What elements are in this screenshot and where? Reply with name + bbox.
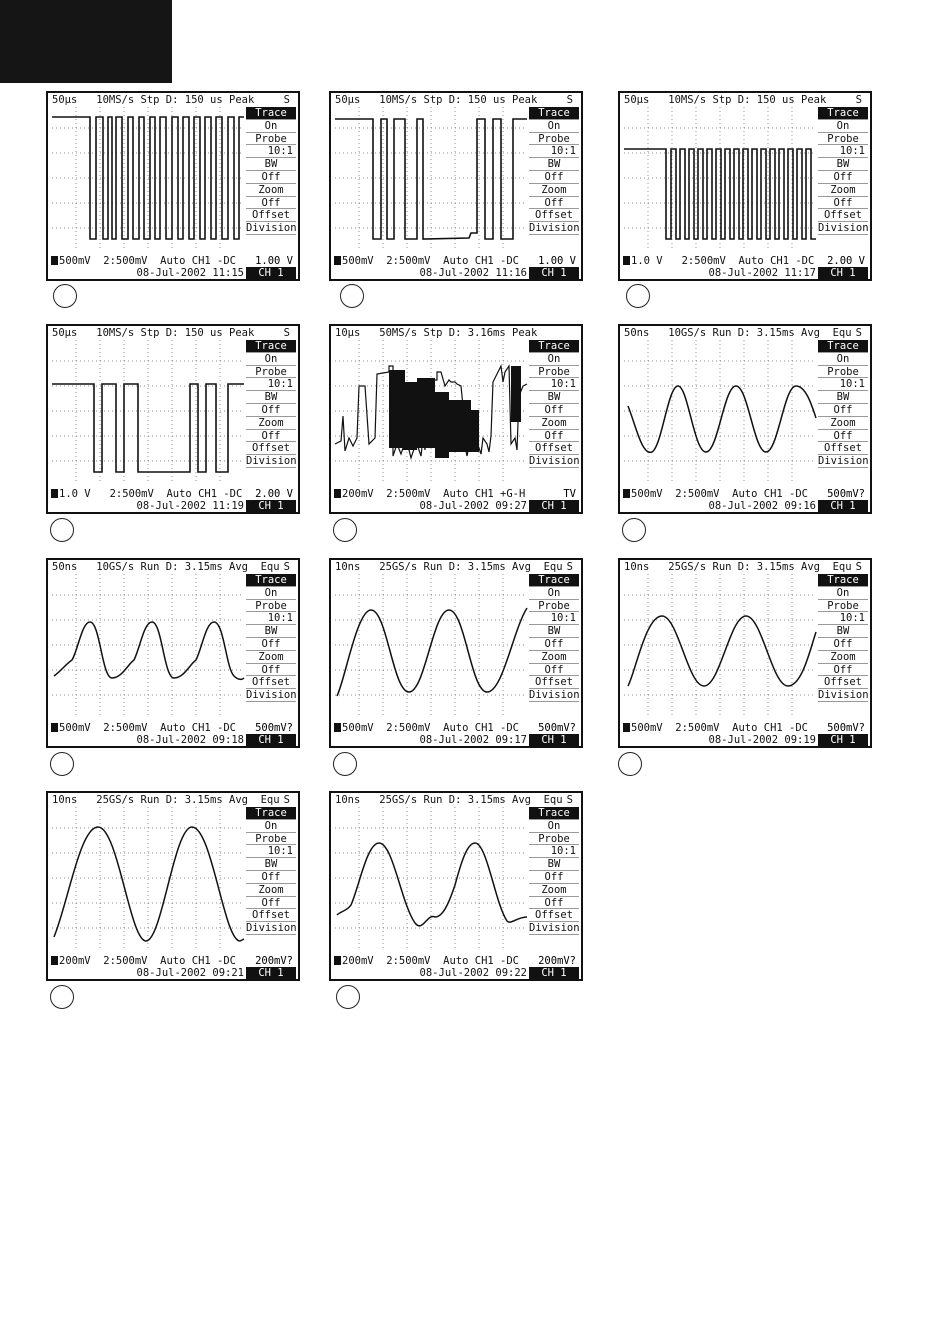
menu-zoom-value: Off: [818, 664, 868, 677]
menu-trace[interactable]: Trace: [818, 107, 868, 120]
menu-offset[interactable]: Offset: [246, 442, 296, 455]
menu-trace-value: On: [246, 353, 296, 366]
channel-button[interactable]: CH 1: [529, 734, 579, 746]
menu-trace-value: On: [818, 587, 868, 600]
menu-probe-value: 10:1: [246, 145, 296, 158]
channel-marker-icon: [623, 489, 630, 498]
menu-offset-value: Division: [529, 222, 580, 235]
scope-status-line: [623, 488, 818, 500]
scope-status-line: [623, 722, 818, 734]
figure-number-circle: [50, 752, 74, 776]
scope-screen-9: [618, 558, 872, 748]
scope-s-indicator: S: [855, 94, 862, 106]
scope-unit: 500mV?: [827, 722, 865, 734]
scope-unit: 2.00 V: [255, 488, 293, 500]
scope-status-line: [334, 955, 529, 967]
scope-date: 08-Jul-2002 11:17: [708, 267, 816, 279]
menu-bw-value: Off: [246, 871, 296, 884]
scope-menu: [246, 107, 296, 244]
menu-bw-value: Off: [818, 638, 868, 651]
figure-number-circle: [53, 284, 77, 308]
figure-number-circle: [340, 284, 364, 308]
corner-block: [0, 0, 172, 83]
scope-header-text: 50µs 10MS/s Stp D: 150 us Peak: [52, 94, 255, 106]
scope-settings: 500mV 2:500mV Auto CH1 -DC: [342, 255, 520, 267]
menu-bw[interactable]: BW: [246, 158, 296, 171]
channel-button[interactable]: CH 1: [246, 267, 296, 279]
scope-unit: 2.00 V: [827, 255, 865, 267]
menu-offset-value: Division: [246, 689, 297, 702]
scope-status-line: [334, 722, 529, 734]
scope-settings: 200mV 2:500mV Auto CH1 -DC: [342, 955, 520, 967]
menu-offset-value: Division: [529, 922, 580, 935]
scope-screen-11: [329, 791, 583, 981]
menu-trace-value: On: [818, 353, 868, 366]
scope-status-line: [51, 255, 246, 267]
scope-unit: 200mV?: [538, 955, 576, 967]
menu-trace-value: On: [246, 120, 296, 133]
menu-probe[interactable]: Probe: [246, 600, 296, 613]
scope-date: 08-Jul-2002 11:16: [419, 267, 527, 279]
scope-date: 08-Jul-2002 09:21: [136, 967, 244, 979]
channel-button[interactable]: CH 1: [818, 734, 868, 746]
menu-bw[interactable]: BW: [818, 158, 868, 171]
menu-probe[interactable]: Probe: [529, 133, 579, 146]
figure-number-circle: [50, 518, 74, 542]
scope-menu: [529, 107, 579, 244]
menu-offset[interactable]: Offset: [246, 676, 296, 689]
channel-marker-icon: [334, 956, 341, 965]
channel-marker-icon: [51, 956, 58, 965]
menu-zoom[interactable]: Zoom: [818, 184, 868, 197]
menu-bw-value: Off: [529, 171, 579, 184]
menu-bw-value: Off: [529, 404, 579, 417]
scope-header: [335, 794, 573, 807]
scope-s-indicator: S: [566, 794, 573, 806]
scope-menu: [246, 340, 296, 477]
menu-offset[interactable]: Offset: [818, 676, 868, 689]
channel-marker-icon: [51, 256, 58, 265]
scope-menu: [529, 807, 579, 944]
scope-screen-3: [618, 91, 872, 281]
scope-screen-4: [46, 324, 300, 514]
scope-menu: [818, 107, 868, 244]
menu-zoom-value: Off: [529, 430, 579, 443]
menu-offset[interactable]: Offset: [246, 209, 296, 222]
scope-status-line: [623, 255, 818, 267]
menu-bw-value: Off: [246, 638, 296, 651]
menu-trace-value: On: [529, 587, 579, 600]
menu-zoom-value: Off: [529, 664, 579, 677]
scope-header: [52, 327, 290, 340]
menu-bw-value: Off: [818, 171, 868, 184]
scope-header: [52, 794, 290, 807]
scope-unit: 500mV?: [538, 722, 576, 734]
menu-offset-value: Division: [529, 689, 580, 702]
menu-zoom-value: Off: [246, 430, 296, 443]
menu-probe[interactable]: Probe: [246, 833, 296, 846]
figure-number-circle: [333, 518, 357, 542]
menu-zoom[interactable]: Zoom: [246, 417, 296, 430]
menu-trace[interactable]: Trace: [529, 807, 579, 820]
menu-trace-value: On: [818, 120, 868, 133]
menu-bw[interactable]: BW: [818, 391, 868, 404]
menu-offset[interactable]: Offset: [818, 209, 868, 222]
menu-offset-value: Division: [818, 455, 869, 468]
menu-probe[interactable]: Probe: [246, 133, 296, 146]
menu-zoom-value: Off: [246, 197, 296, 210]
menu-bw[interactable]: BW: [818, 625, 868, 638]
menu-zoom[interactable]: Zoom: [818, 651, 868, 664]
menu-probe-value: 10:1: [529, 378, 579, 391]
channel-button[interactable]: CH 1: [529, 267, 579, 279]
channel-button[interactable]: CH 1: [529, 500, 579, 512]
menu-bw[interactable]: BW: [529, 625, 579, 638]
menu-trace[interactable]: Trace: [818, 574, 868, 587]
channel-button[interactable]: CH 1: [818, 500, 868, 512]
menu-bw-value: Off: [529, 638, 579, 651]
menu-trace[interactable]: Trace: [246, 807, 296, 820]
channel-button[interactable]: CH 1: [246, 734, 296, 746]
scope-s-indicator: S: [283, 94, 290, 106]
menu-probe[interactable]: Probe: [246, 366, 296, 379]
scope-menu: [246, 807, 296, 944]
scope-menu: [529, 340, 579, 477]
scope-header-text: 50µs 10MS/s Stp D: 150 us Peak: [335, 94, 538, 106]
scope-s-indicator: S: [283, 794, 290, 806]
scope-header-text: 50ns 10GS/s Run D: 3.15ms Avg Equ: [52, 561, 280, 573]
menu-offset-value: Division: [529, 455, 580, 468]
menu-bw[interactable]: BW: [529, 858, 579, 871]
scope-date: 08-Jul-2002 11:19: [136, 500, 244, 512]
menu-probe-value: 10:1: [529, 845, 579, 858]
menu-bw[interactable]: BW: [529, 391, 579, 404]
scope-status-line: [334, 255, 529, 267]
menu-zoom-value: Off: [818, 197, 868, 210]
menu-zoom[interactable]: Zoom: [529, 884, 579, 897]
menu-trace-value: On: [529, 820, 579, 833]
scope-header: [335, 561, 573, 574]
menu-offset-value: Division: [818, 222, 869, 235]
scope-menu: [818, 574, 868, 711]
scope-screen-10: [46, 791, 300, 981]
scope-header-text: 50µs 10MS/s Stp D: 150 us Peak: [52, 327, 255, 339]
scope-date: 08-Jul-2002 09:22: [419, 967, 527, 979]
menu-trace[interactable]: Trace: [246, 340, 296, 353]
menu-probe-value: 10:1: [246, 378, 296, 391]
menu-zoom[interactable]: Zoom: [246, 184, 296, 197]
scope-settings: 500mV 2:500mV Auto CH1 -DC: [631, 488, 809, 500]
scope-date: 08-Jul-2002 09:16: [708, 500, 816, 512]
figure-number-circle: [336, 985, 360, 1009]
menu-bw[interactable]: BW: [246, 858, 296, 871]
scope-header: [624, 561, 862, 574]
figure-number-circle: [618, 752, 642, 776]
menu-trace[interactable]: Trace: [818, 340, 868, 353]
menu-probe[interactable]: Probe: [529, 833, 579, 846]
menu-probe-value: 10:1: [818, 612, 868, 625]
menu-probe-value: 10:1: [529, 612, 579, 625]
scope-date: 08-Jul-2002 09:18: [136, 734, 244, 746]
scope-header: [624, 94, 862, 107]
scope-screen-2: [329, 91, 583, 281]
menu-bw[interactable]: BW: [246, 391, 296, 404]
scope-screen-7: [46, 558, 300, 748]
scope-settings: 1.0 V 2:500mV Auto CH1 -DC: [59, 488, 243, 500]
scope-header-text: 10ns 25GS/s Run D: 3.15ms Avg Equ: [335, 561, 563, 573]
scope-unit: 500mV?: [255, 722, 293, 734]
menu-zoom-value: Off: [246, 897, 296, 910]
menu-zoom[interactable]: Zoom: [529, 184, 579, 197]
figure-number-circle: [333, 752, 357, 776]
scope-status-line: [51, 722, 246, 734]
scope-s-indicator: S: [566, 561, 573, 573]
menu-probe[interactable]: Probe: [818, 133, 868, 146]
menu-probe-value: 10:1: [818, 378, 868, 391]
scope-date: 08-Jul-2002 09:17: [419, 734, 527, 746]
scope-settings: 500mV 2:500mV Auto CH1 -DC: [342, 722, 520, 734]
menu-trace[interactable]: Trace: [529, 107, 579, 120]
channel-button[interactable]: CH 1: [246, 967, 296, 979]
menu-zoom-value: Off: [246, 664, 296, 677]
menu-offset[interactable]: Offset: [529, 442, 579, 455]
menu-zoom-value: Off: [818, 430, 868, 443]
scope-menu: [246, 574, 296, 711]
scope-settings: 200mV 2:500mV Auto CH1 +G-H: [342, 488, 526, 500]
menu-bw-value: Off: [246, 404, 296, 417]
scope-header: [335, 94, 573, 107]
figure-number-circle: [622, 518, 646, 542]
scope-s-indicator: S: [855, 327, 862, 339]
menu-trace[interactable]: Trace: [529, 340, 579, 353]
scope-status-line: [334, 488, 529, 500]
scope-s-indicator: S: [566, 94, 573, 106]
scope-s-indicator: S: [855, 561, 862, 573]
channel-marker-icon: [51, 489, 58, 498]
menu-trace-value: On: [246, 587, 296, 600]
scope-s-indicator: S: [283, 561, 290, 573]
scope-screen-1: [46, 91, 300, 281]
scope-settings: 500mV 2:500mV Auto CH1 -DC: [631, 722, 809, 734]
menu-probe[interactable]: Probe: [818, 600, 868, 613]
scope-unit: 1.00 V: [538, 255, 576, 267]
scope-header-text: 50ns 10GS/s Run D: 3.15ms Avg Equ: [624, 327, 852, 339]
scope-status-line: [51, 488, 246, 500]
scope-status-line: [51, 955, 246, 967]
scope-settings: 200mV 2:500mV Auto CH1 -DC: [59, 955, 237, 967]
scope-header: [52, 561, 290, 574]
menu-probe-value: 10:1: [246, 845, 296, 858]
menu-bw-value: Off: [529, 871, 579, 884]
menu-offset-value: Division: [246, 922, 297, 935]
scope-settings: 1.0 V 2:500mV Auto CH1 -DC: [631, 255, 815, 267]
menu-zoom-value: Off: [529, 197, 579, 210]
menu-offset-value: Division: [246, 222, 297, 235]
figure-number-circle: [626, 284, 650, 308]
scope-screen-8: [329, 558, 583, 748]
menu-bw-value: Off: [246, 171, 296, 184]
channel-marker-icon: [623, 256, 630, 265]
scope-menu: [818, 340, 868, 477]
scope-settings: 500mV 2:500mV Auto CH1 -DC: [59, 255, 237, 267]
menu-offset[interactable]: Offset: [529, 209, 579, 222]
menu-offset[interactable]: Offset: [529, 909, 579, 922]
channel-marker-icon: [334, 489, 341, 498]
menu-probe-value: 10:1: [246, 612, 296, 625]
channel-marker-icon: [623, 723, 630, 732]
scope-header-text: 10ns 25GS/s Run D: 3.15ms Avg Equ: [624, 561, 852, 573]
menu-trace-value: On: [246, 820, 296, 833]
menu-probe-value: 10:1: [818, 145, 868, 158]
menu-zoom[interactable]: Zoom: [246, 884, 296, 897]
scope-unit: TV: [563, 488, 576, 500]
menu-bw[interactable]: BW: [246, 625, 296, 638]
channel-marker-icon: [51, 723, 58, 732]
channel-button[interactable]: CH 1: [818, 267, 868, 279]
channel-marker-icon: [334, 256, 341, 265]
menu-offset[interactable]: Offset: [818, 442, 868, 455]
scope-header-text: 10ns 25GS/s Run D: 3.15ms Avg Equ: [52, 794, 280, 806]
menu-offset-value: Division: [818, 689, 869, 702]
menu-probe[interactable]: Probe: [818, 366, 868, 379]
menu-probe[interactable]: Probe: [529, 366, 579, 379]
menu-trace-value: On: [529, 120, 579, 133]
scope-header: [624, 327, 862, 340]
scope-screen-5: [329, 324, 583, 514]
scope-header-text: 50µs 10MS/s Stp D: 150 us Peak: [624, 94, 827, 106]
scope-date: 08-Jul-2002 09:19: [708, 734, 816, 746]
menu-bw-value: Off: [818, 404, 868, 417]
menu-offset[interactable]: Offset: [246, 909, 296, 922]
menu-zoom[interactable]: Zoom: [529, 651, 579, 664]
scope-menu: [529, 574, 579, 711]
menu-zoom[interactable]: Zoom: [529, 417, 579, 430]
scope-date: 08-Jul-2002 11:15: [136, 267, 244, 279]
menu-offset-value: Division: [246, 455, 297, 468]
menu-probe-value: 10:1: [529, 145, 579, 158]
scope-s-indicator: S: [283, 327, 290, 339]
scope-screen-6: [618, 324, 872, 514]
channel-marker-icon: [334, 723, 341, 732]
channel-button[interactable]: CH 1: [529, 967, 579, 979]
menu-trace[interactable]: Trace: [246, 107, 296, 120]
scope-unit: 1.00 V: [255, 255, 293, 267]
menu-zoom-value: Off: [529, 897, 579, 910]
scope-header: [52, 94, 290, 107]
scope-settings: 500mV 2:500mV Auto CH1 -DC: [59, 722, 237, 734]
menu-offset[interactable]: Offset: [529, 676, 579, 689]
menu-trace-value: On: [529, 353, 579, 366]
menu-trace[interactable]: Trace: [246, 574, 296, 587]
scope-header-text: 10µs 50MS/s Stp D: 3.16ms Peak: [335, 327, 538, 339]
scope-date: 08-Jul-2002 09:27: [419, 500, 527, 512]
channel-button[interactable]: CH 1: [246, 500, 296, 512]
menu-zoom[interactable]: Zoom: [818, 417, 868, 430]
scope-header: [335, 327, 538, 340]
menu-bw[interactable]: BW: [529, 158, 579, 171]
menu-trace[interactable]: Trace: [529, 574, 579, 587]
scope-unit: 500mV?: [827, 488, 865, 500]
menu-probe[interactable]: Probe: [529, 600, 579, 613]
figure-number-circle: [50, 985, 74, 1009]
menu-zoom[interactable]: Zoom: [246, 651, 296, 664]
scope-header-text: 10ns 25GS/s Run D: 3.15ms Avg Equ: [335, 794, 563, 806]
scope-unit: 200mV?: [255, 955, 293, 967]
